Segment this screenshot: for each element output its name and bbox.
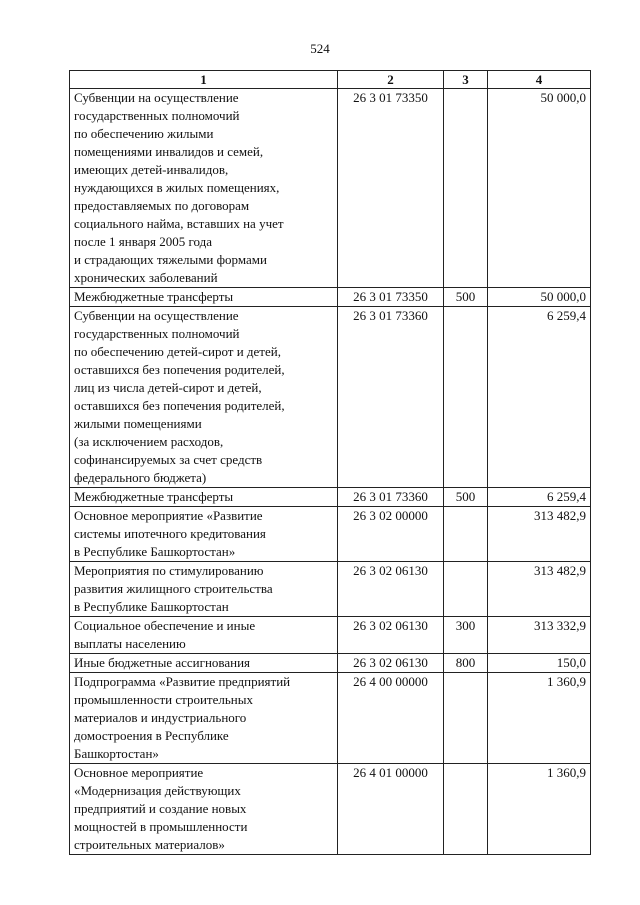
row-name-line: государственных полномочий	[74, 108, 240, 123]
row-name-line: лиц из числа детей-сирот и детей,	[74, 380, 262, 395]
row-expense-type: 300	[444, 617, 488, 654]
row-name-line: строительных материалов»	[74, 837, 225, 852]
row-amount: 313 482,9	[488, 562, 591, 617]
row-code: 26 3 01 73360	[338, 488, 444, 507]
row-code: 26 3 02 06130	[338, 617, 444, 654]
table-header-row	[70, 71, 591, 89]
row-name	[70, 764, 338, 855]
row-amount: 6 259,4	[488, 307, 591, 488]
row-expense-type	[444, 764, 488, 855]
row-name-line: предоставляемых по договорам	[74, 198, 250, 213]
row-code: 26 3 02 00000	[338, 507, 444, 562]
row-name-line: домостроения в Республике	[74, 728, 229, 743]
row-amount: 6 259,4	[488, 488, 591, 507]
row-name-line: мощностей в промышленности	[74, 819, 248, 834]
row-name-line: оставшихся без попечения родителей,	[74, 362, 285, 377]
row-code: 26 3 01 73360	[338, 307, 444, 488]
row-expense-type	[444, 562, 488, 617]
row-name-line: системы ипотечного кредитования	[74, 526, 266, 541]
row-name-line: по обеспечению жилыми	[74, 126, 214, 141]
row-name-line: помещениями инвалидов и семей,	[74, 144, 264, 159]
column-header-4: 4	[488, 71, 591, 89]
row-name-line: федерального бюджета)	[74, 470, 207, 485]
table-row	[70, 307, 591, 488]
row-name-line: развития жилищного строительства	[74, 581, 273, 596]
row-code: 26 3 02 06130	[338, 562, 444, 617]
row-expense-type	[444, 673, 488, 764]
page-number: 524	[310, 41, 330, 56]
row-name-line: выплаты населению	[74, 636, 186, 651]
row-name	[70, 288, 338, 307]
table-row	[70, 654, 591, 673]
row-name-line: по обеспечению детей-сирот и детей,	[74, 344, 281, 359]
column-header-2: 2	[338, 71, 444, 89]
row-name-line: софинансируемых за счет средств	[74, 452, 263, 467]
row-name	[70, 488, 338, 507]
row-name-line: предприятий и создание новых	[74, 801, 247, 816]
row-name-line: в Республике Башкортостан	[74, 599, 229, 614]
row-amount: 150,0	[488, 654, 591, 673]
row-amount: 50 000,0	[488, 89, 591, 288]
row-expense-type	[444, 89, 488, 288]
table-row	[70, 562, 591, 617]
budget-table	[69, 70, 591, 855]
row-expense-type: 800	[444, 654, 488, 673]
row-name-line: нуждающихся в жилых помещениях,	[74, 180, 280, 195]
table-row	[70, 617, 591, 654]
row-code: 26 4 01 00000	[338, 764, 444, 855]
row-name-line: Основное мероприятие «Развитие	[74, 508, 263, 523]
column-header-3: 3	[444, 71, 488, 89]
table-row	[70, 288, 591, 307]
table-row	[70, 89, 591, 288]
row-name-line: хронических заболеваний	[74, 270, 218, 285]
row-name	[70, 307, 338, 488]
row-name-line: Башкортостан»	[74, 746, 159, 761]
row-name-line: в Республике Башкортостан»	[74, 544, 236, 559]
row-name-line: жилыми помещениями	[74, 416, 202, 431]
row-amount: 50 000,0	[488, 288, 591, 307]
row-amount: 313 332,9	[488, 617, 591, 654]
row-name-line: Мероприятия по стимулированию	[74, 563, 264, 578]
table-row	[70, 673, 591, 764]
row-code: 26 3 01 73350	[338, 288, 444, 307]
row-name	[70, 562, 338, 617]
row-amount: 1 360,9	[488, 764, 591, 855]
table-body	[70, 89, 591, 855]
row-expense-type: 500	[444, 488, 488, 507]
row-name	[70, 507, 338, 562]
row-name-line: Иные бюджетные ассигнования	[74, 655, 251, 670]
table-row	[70, 507, 591, 562]
row-expense-type: 500	[444, 288, 488, 307]
row-name-line: имеющих детей-инвалидов,	[74, 162, 229, 177]
row-code: 26 3 02 06130	[338, 654, 444, 673]
row-name-line: Межбюджетные трансферты	[74, 289, 234, 304]
row-name-line: Основное мероприятие	[74, 765, 204, 780]
table-row	[70, 764, 591, 855]
row-name-line: материалов и индустриального	[74, 710, 247, 725]
row-name	[70, 673, 338, 764]
row-code: 26 4 00 00000	[338, 673, 444, 764]
row-name-line: Социальное обеспечение и иные	[74, 618, 256, 633]
row-name-line: Подпрограмма «Развитие предприятий	[74, 674, 291, 689]
row-name-line: государственных полномочий	[74, 326, 240, 341]
row-name-line: оставшихся без попечения родителей,	[74, 398, 285, 413]
row-name-line: Межбюджетные трансферты	[74, 489, 234, 504]
row-name-line: после 1 января 2005 года	[74, 234, 212, 249]
row-amount: 1 360,9	[488, 673, 591, 764]
row-expense-type	[444, 507, 488, 562]
row-name-line: социального найма, вставших на учет	[74, 216, 284, 231]
row-name-line: «Модернизация действующих	[74, 783, 241, 798]
row-name	[70, 89, 338, 288]
row-amount: 313 482,9	[488, 507, 591, 562]
row-name	[70, 617, 338, 654]
row-name-line: (за исключением расходов,	[74, 434, 224, 449]
column-header-1: 1	[70, 71, 338, 89]
table-row	[70, 488, 591, 507]
row-name-line: Субвенции на осуществление	[74, 308, 239, 323]
row-name	[70, 654, 338, 673]
row-code: 26 3 01 73350	[338, 89, 444, 288]
row-name-line: Субвенции на осуществление	[74, 90, 239, 105]
row-expense-type	[444, 307, 488, 488]
row-name-line: промышленности строительных	[74, 692, 253, 707]
row-name-line: и страдающих тяжелыми формами	[74, 252, 267, 267]
